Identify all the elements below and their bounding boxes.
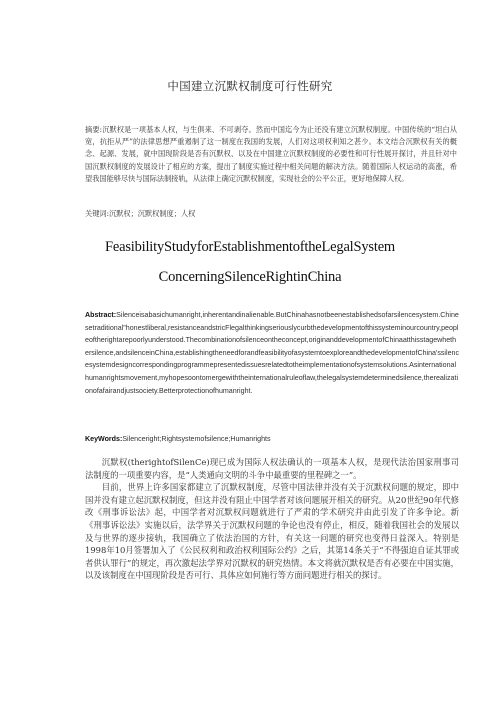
body-paragraph: 沉默权(therightofSilenCe)现已成为国际人权法确认的一项基本人权，是现代法治国家刑事司法制度的一项重要内容，是“人类通向文明的斗争中最重要的里程碑之一”。: [85, 457, 459, 480]
english-title-line-2: ConcerningSilenceRightinChina: [158, 269, 342, 285]
chinese-abstract-label: 摘要:: [85, 125, 103, 134]
chinese-abstract: [85, 124, 457, 185]
english-abstract-text: Silenceisabasichumanright,inherentandinalienable.ButChinahasnotbeenestablishedsofarsilencesystem.Chinesetraditional"honestliberal,resistanceandstricFlegalthinkingseriouslycurbthedevelopmentofthissysteminourcountry,peopleoftherightarepoorlyunderstood.Thecombinationofsilenceontheconcept,originanddevelopmentofChinaatthisstagewhethersilence,andsilenceinChina,establishingtheneedforandfeasibilityofasystemtoexploreandthedevelopmentofChina'ssilencesystemdesigncorrespondingprogrammepresentedissuesrelatedtotheimplementationofsystemsolutions.Asinternationalhumanrightsmovement,myhopesoontomergewiththeinternationalruleoflaw,thelegalsystemdeterminedsilence,therealizationofafairandjustsociety.Betterprotectionofhumanright.: [85, 311, 460, 395]
chinese-keywords-label: 关键词:: [85, 209, 109, 218]
chinese-abstract-text: 沉默权是一项基本人权，与生俱来、不可剥夺。然而中国迄今为止还没有建立沉默权制度。中国传统的“坦白从宽，抗拒从严”的法律思想严重遏制了这一制度在我国的发展，人们对这项权利知之甚少。本文结合沉默权有关的概念、起源、发展，就中国现阶段是否有沉默权、以及在中国建立沉默权制度的必要性和可行性展开探讨，并且针对中国沉默权制度的发展设计了相应的方案，提出了制度实施过程中相关问题的解决方法。随着国际人权运动的高涨，希望我国能够尽快与国际法制接轨，从法律上确定沉默权制度，实现社会的公平公正，更好地保障人权。: [85, 125, 458, 183]
english-abstract: [85, 309, 459, 397]
chinese-keywords-text: 沉默权；沉默权制度；人权: [109, 209, 196, 218]
english-keywords: [85, 433, 459, 445]
english-abstract-label: Abstract:: [85, 311, 117, 319]
body-paragraph: 目前，世界上许多国家都建立了沉默权制度，尽管中国法律并没有关于沉默权问题的规定，即中国并没有建立起沉默权制度，但这并没有阻止中国学者对该问题展开相关的研究。从20世纪90年代修改《刑事诉讼法》起，中国学者对沉默权问题就进行了严肃的学术研究并由此引发了许多争论。新《刑事诉讼法》实施以后，法学界关于沉默权问题的争论也没有停止，相反，随着我国社会的发展以及与世界的逐步接轨，我国确立了依法治国的方针，有关这一问题的研究也变得日益深入。特别是1998年10月签署加入了《公民权利和政治权利国际公约》之后，其第14条关于“不得强迫自证其罪或者供认罪行”的规定，再次激起法学界对沉默权的研究热情。本文将就沉默权是否有必要在中国实施，以及该制度在中国现阶段是否可行、具体应如何施行等方面问题进行相关的探讨。: [85, 482, 459, 581]
body-text: [85, 456, 459, 582]
english-keywords-label: KeyWords:: [85, 435, 123, 443]
english-keywords-text: Silenceright;Rightsystemofsilence;Humanrights: [122, 435, 271, 443]
chinese-keywords: [85, 208, 457, 220]
english-title-line-1: FeasibilityStudyforEstablishmentoftheLegalSystem: [104, 239, 396, 255]
chinese-title: 中国建立沉默权制度可行性研究: [167, 79, 333, 93]
